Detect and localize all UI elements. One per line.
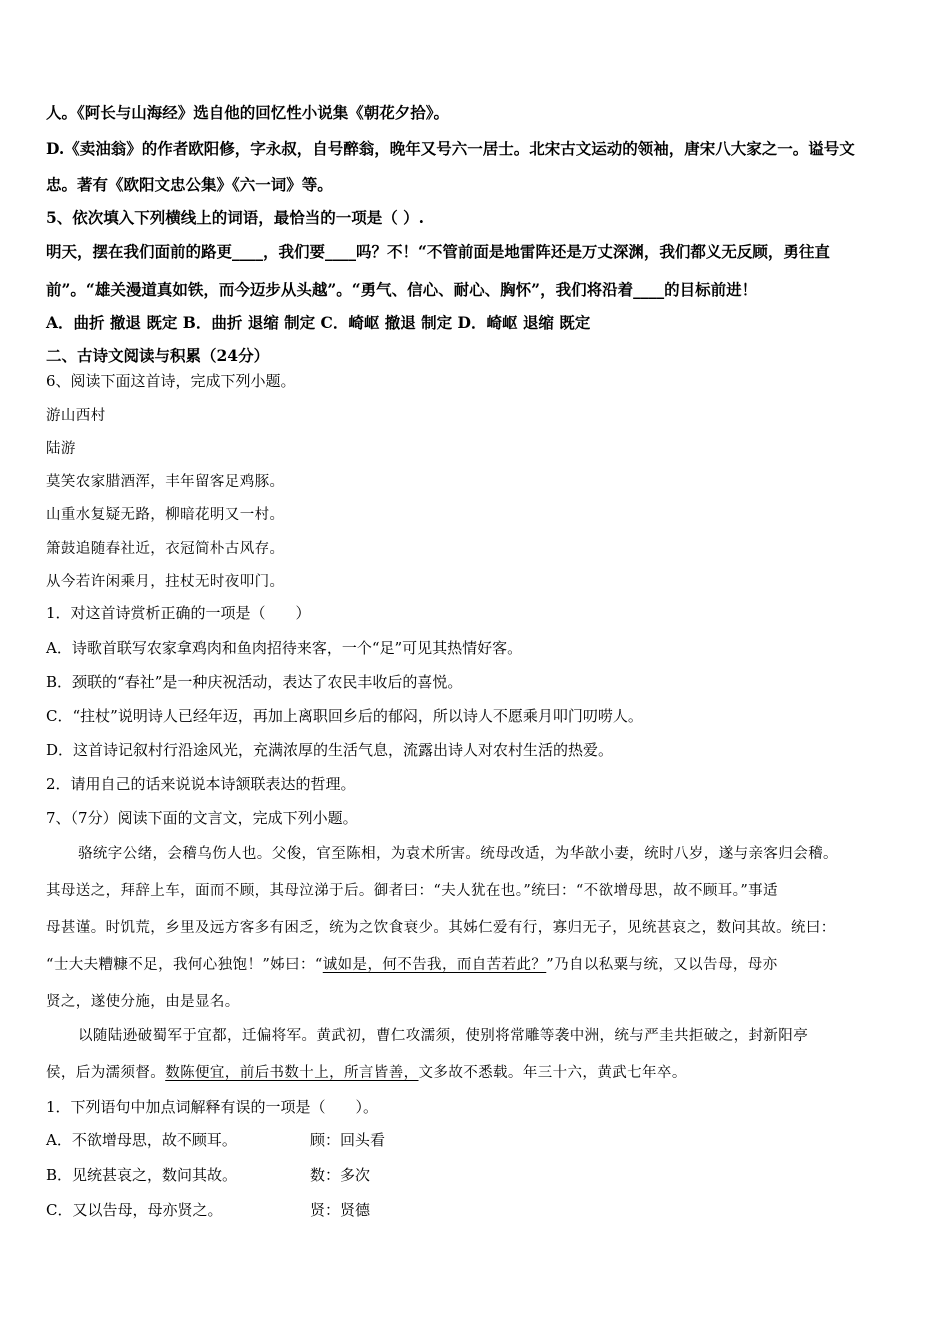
- classical-text-line: 骆统字公绪，会稽乌伤人也。父俊，官至陈相，为袁术所害。统母改适，为华歆小妻，统时八岁，遂与亲客归会稽。: [78, 846, 838, 862]
- poem-title: 游山西村: [46, 408, 106, 424]
- poem-line: 从今若许闲乘月，拄杖无时夜叩门。: [46, 574, 285, 590]
- option-text: A．不欲增母思，故不顾耳。: [46, 1131, 237, 1149]
- text-line: 人。《阿长与山海经》选自他的回忆性小说集《朝花夕拾》。: [46, 103, 450, 122]
- section-heading: 二、古诗文阅读与积累（24分）: [46, 346, 270, 365]
- text-span: ”乃自以私粟与统，又以告母，母亦: [546, 957, 778, 973]
- subquestion: 1．下列语句中加点词解释有误的一项是（ ）。: [46, 1098, 379, 1116]
- classical-text-line: 其母送之，拜辞上车，面而不顾，其母泣涕于后。御者曰：“夫人犹在也。”统曰：“不欲增母思，故不顾耳。”事适: [46, 883, 778, 899]
- poem-author: 陆游: [46, 441, 76, 457]
- option-text: B．见统甚哀之，数问其故。: [46, 1166, 238, 1184]
- classical-text-line: 贤之，遂使分施，由是显名。: [46, 994, 240, 1010]
- classical-text-line: 母甚谨。时饥荒，乡里及远方客多有困乏，统为之饮食衰少。其姊仁爱有行，寡归无子，见统甚哀之，数问其故。统曰：: [46, 920, 836, 936]
- question-5-stem: 5、依次填入下列横线上的词语，最恰当的一项是（ ）.: [46, 208, 425, 227]
- classical-text-line: 以随陆逊破蜀军于宜都，迁偏将军。黄武初，曹仁攻濡须，使别将常雕等袭中洲，统与严圭共拒破之，封新阳亭: [78, 1028, 809, 1044]
- option-text: C．又以告母，母亦贤之。: [46, 1201, 223, 1219]
- text-line: 忠。著有《欧阳文忠公集》《六一词》等。: [46, 175, 333, 194]
- text-line: 明天，摆在我们面前的路更____，我们要____吗？不！“不管前面是地雷阵还是万丈深渊，我们都义无反顾，勇往直: [46, 242, 830, 261]
- text-span: “士大夫糟糠不足，我何心独饱！”姊曰：“: [46, 957, 323, 973]
- poem-line: 箫鼓追随春社近，衣冠简朴古风存。: [46, 541, 285, 557]
- option-gloss: 贤：贤德: [310, 1201, 371, 1219]
- subquestion: 1．对这首诗赏析正确的一项是（ ）: [46, 604, 311, 622]
- option-c: C．“拄杖”说明诗人已经年迈，再加上离职回乡后的郁闷，所以诗人不愿乘月叩门叨唠人。: [46, 707, 643, 725]
- classical-text-line: [46, 953, 778, 974]
- subquestion: 2．请用自己的话来说说本诗颔联表达的哲理。: [46, 775, 356, 793]
- option-b: B．颈联的“春社”是一种庆祝活动，表达了农民丰收后的喜悦。: [46, 673, 463, 691]
- option-a: A．诗歌首联写农家拿鸡肉和鱼肉招待来客，一个“足”可见其热情好客。: [46, 639, 523, 657]
- poem-line: 山重水复疑无路，柳暗花明又一村。: [46, 507, 285, 523]
- option-c: [46, 1199, 446, 1220]
- option-d: D．这首诗记叙村行沿途风光，充满浓厚的生活气息，流露出诗人对农村生活的热爱。: [46, 741, 614, 759]
- underlined-sentence: 诚如是，何不告我，而自苦若此？: [322, 957, 547, 973]
- option-a: [46, 1129, 446, 1150]
- poem-line: 莫笑农家腊酒浑，丰年留客足鸡豚。: [46, 474, 285, 490]
- question-5-options: A．曲折 撤退 既定 B．曲折 退缩 制定 C．崎岖 撤退 制定 D．崎岖 退缩 既定: [46, 313, 591, 332]
- option-gloss: 数：多次: [310, 1166, 371, 1184]
- option-gloss: 顾：回头看: [310, 1131, 386, 1149]
- underlined-sentence: 数陈便宜，前后书数十上，所言皆善，: [165, 1065, 419, 1081]
- question-7-stem: 7、（7分）阅读下面的文言文，完成下列小题。: [46, 809, 358, 827]
- option-b: [46, 1164, 446, 1185]
- text-span: 侯，后为濡须督。: [46, 1065, 166, 1081]
- text-line: 前”。“雄关漫道真如铁，而今迈步从头越”。“勇气、信心、耐心、胸怀”，我们将沿着____的目标前进！: [46, 280, 758, 299]
- question-6-stem: 6、阅读下面这首诗，完成下列小题。: [46, 372, 296, 390]
- classical-text-line: [46, 1061, 687, 1082]
- text-line: D.《卖油翁》的作者欧阳修，字永叔，自号醉翁，晚年又号六一居士。北宋古文运动的领袖，唐宋八大家之一。谥号文: [46, 139, 855, 158]
- text-span: 文多故不悉载。年三十六，黄武七年卒。: [418, 1065, 687, 1081]
